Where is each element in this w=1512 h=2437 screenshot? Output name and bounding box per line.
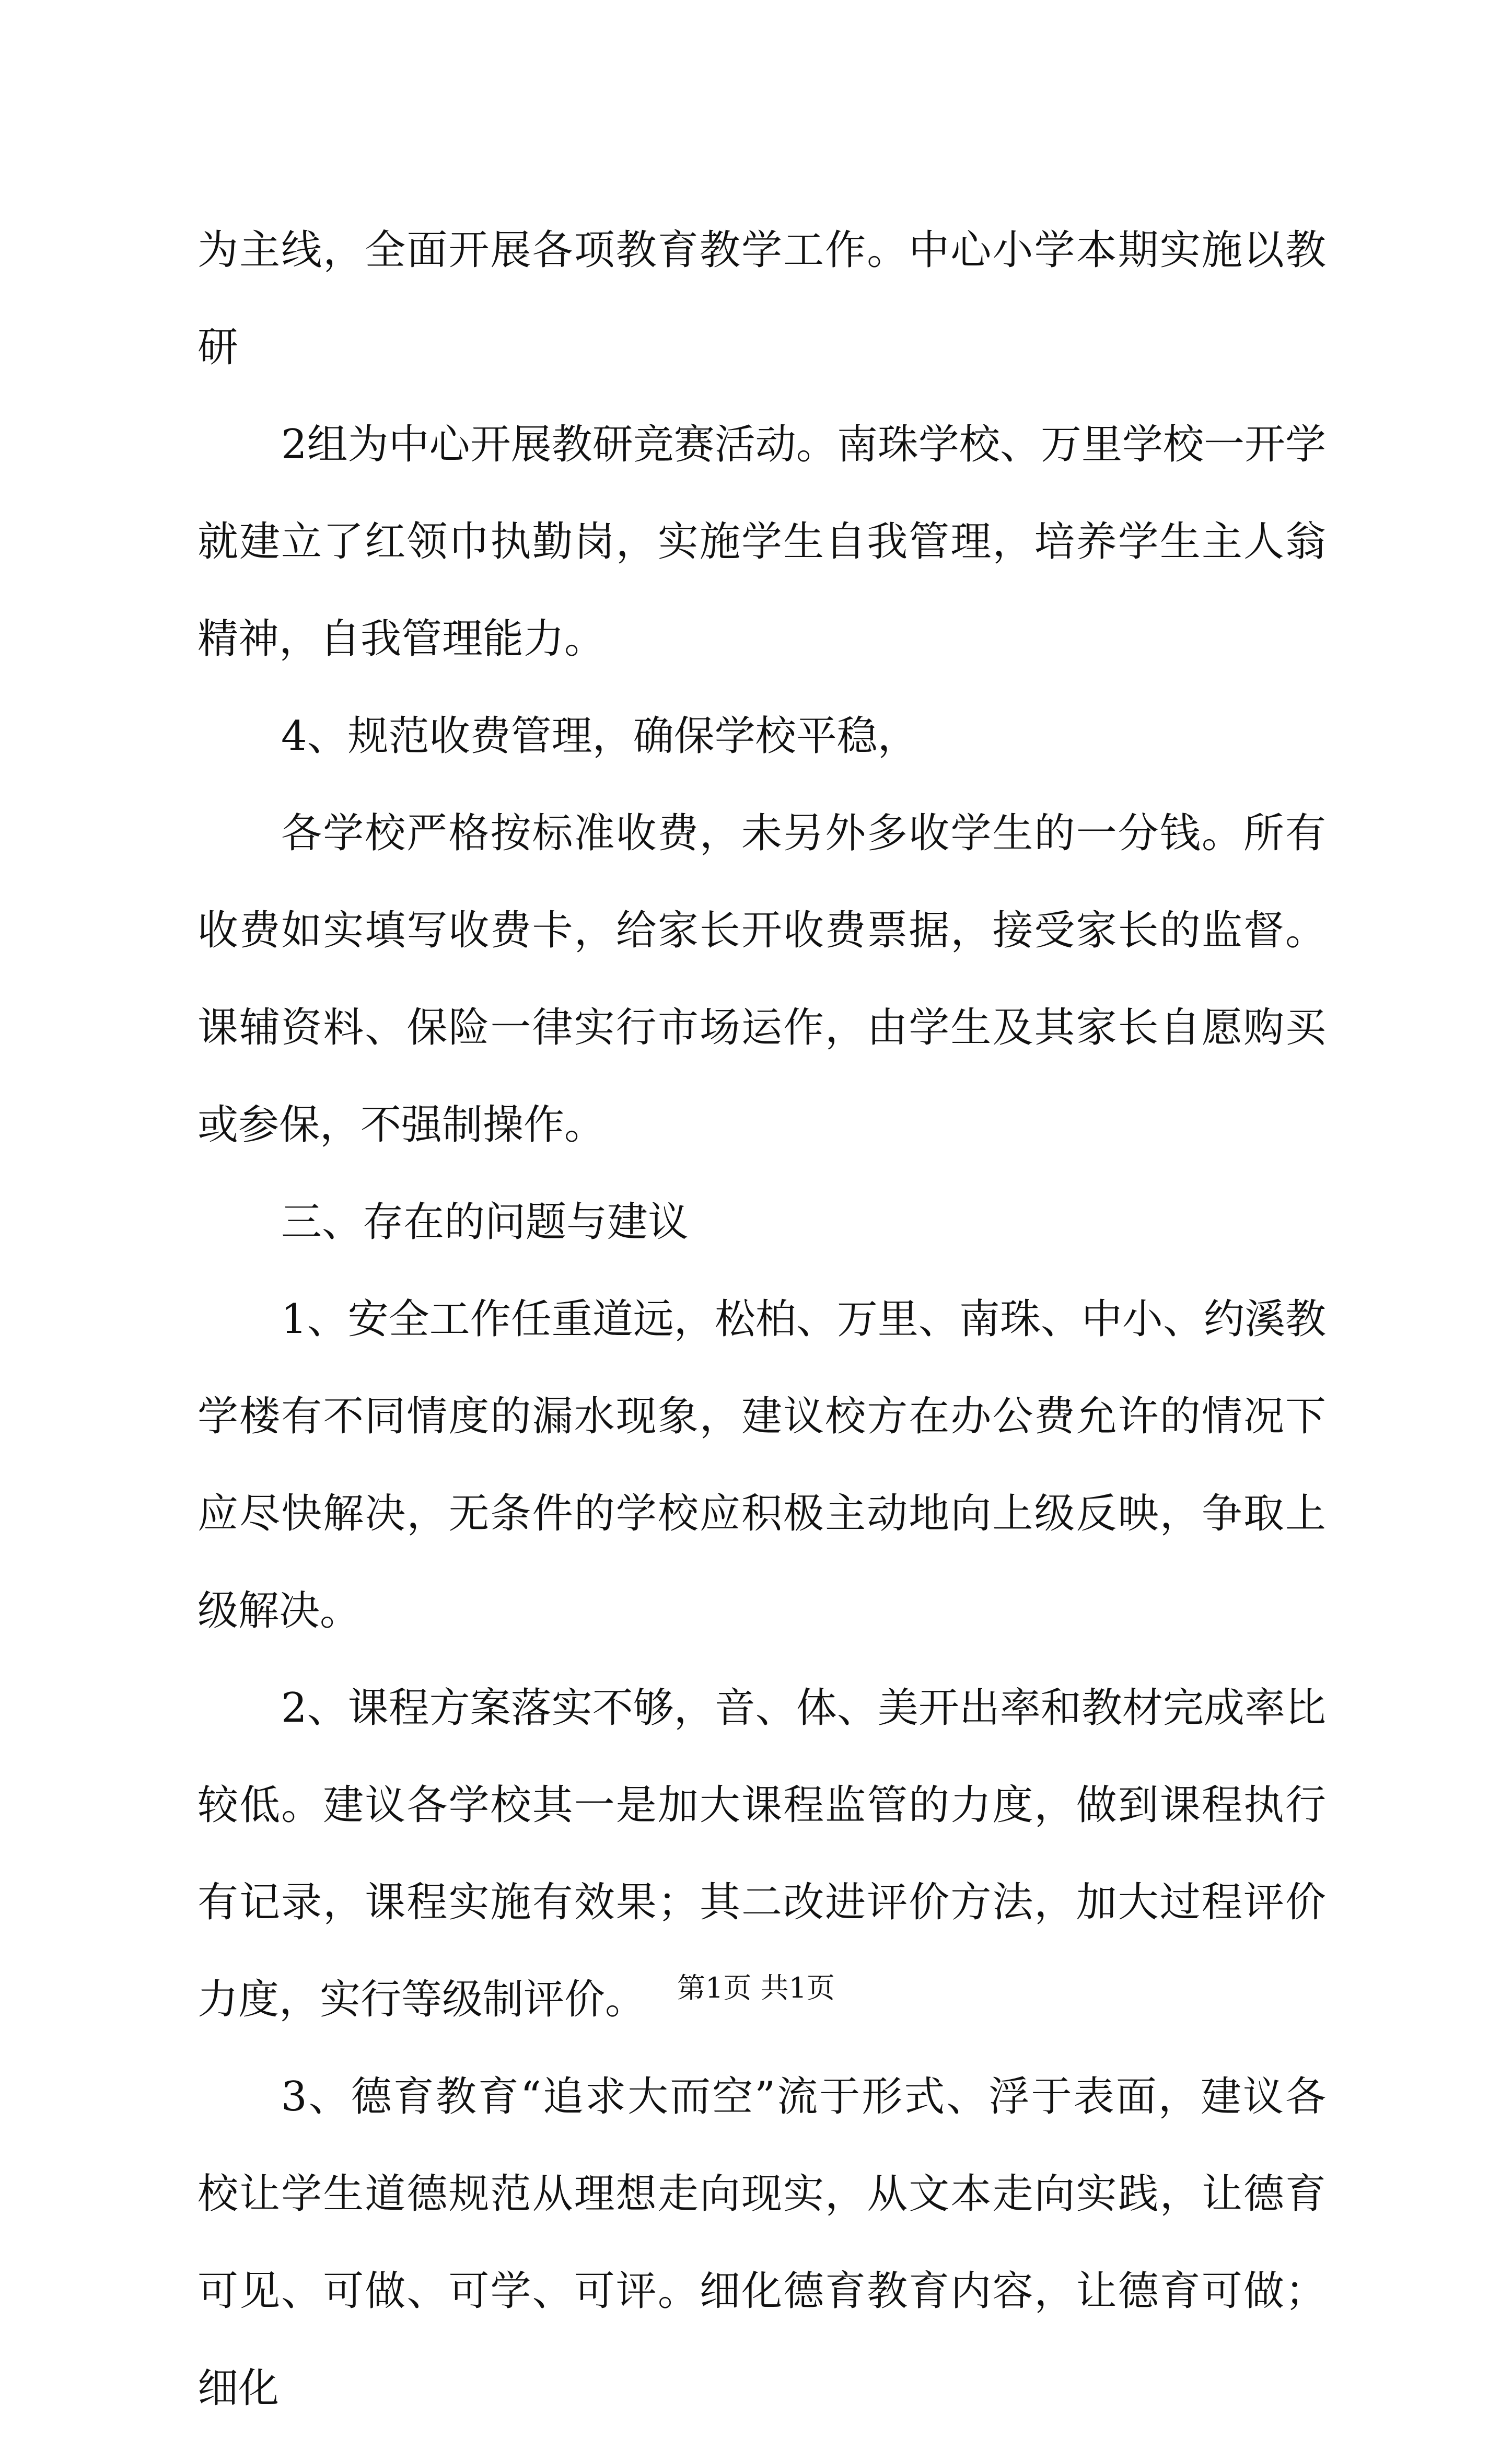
- heading-fee-management: 4、规范收费管理，确保学校平稳，: [281, 713, 918, 760]
- section-heading-problems-suggestions: 三、存在的问题与建议: [281, 1199, 689, 1246]
- paragraph-fee-details: 各学校严格按标准收费，未另外多收学生的一分钱。所有收费如实填写收费卡，给家长开收费票据，接受家长的监督。课辅资料、保险一律实行市场运作，由学生及其家长自愿购买或参保，不强制操作。: [197, 810, 1326, 1148]
- document-body: [197, 202, 1326, 2437]
- paragraph-safety-work: 1、安全工作任重道远，松柏、万里、南珠、中小、约溪教学楼有不同情度的漏水现象，建议校方在办公费允许的情况下应尽快解决，无条件的学校应积极主动地向上级反映，争取上级解决。: [197, 1296, 1326, 1634]
- paragraph-continuation: 为主线，全面开展各项教育教学工作。中心小学本期实施以教研: [197, 227, 1326, 371]
- paragraph-curriculum-plan: 2、课程方案落实不够，音、体、美开出率和教材完成率比较低。建议各学校其一是加大课程监管的力度，做到课程执行有记录，课程实施有效果；其二改进评价方法，加大过程评价力度，实行等级制评价。: [197, 1685, 1326, 2023]
- page-footer: 第1页 共1页: [677, 1971, 835, 2004]
- paragraph-student-self-management: 2组为中心开展教研竞赛活动。南珠学校、万里学校一开学就建立了红领巾执勤岗，实施学生自我管理，培养学生主人翁精神，自我管理能力。: [197, 421, 1326, 663]
- paragraph-moral-education: 3、德育教育“追求大而空”流于形式、浮于表面，建议各校让学生道德规范从理想走向现实，从文本走向实践，让德育可见、可做、可学、可评。细化德育教育内容，让德育可做；细化: [197, 2073, 1326, 2412]
